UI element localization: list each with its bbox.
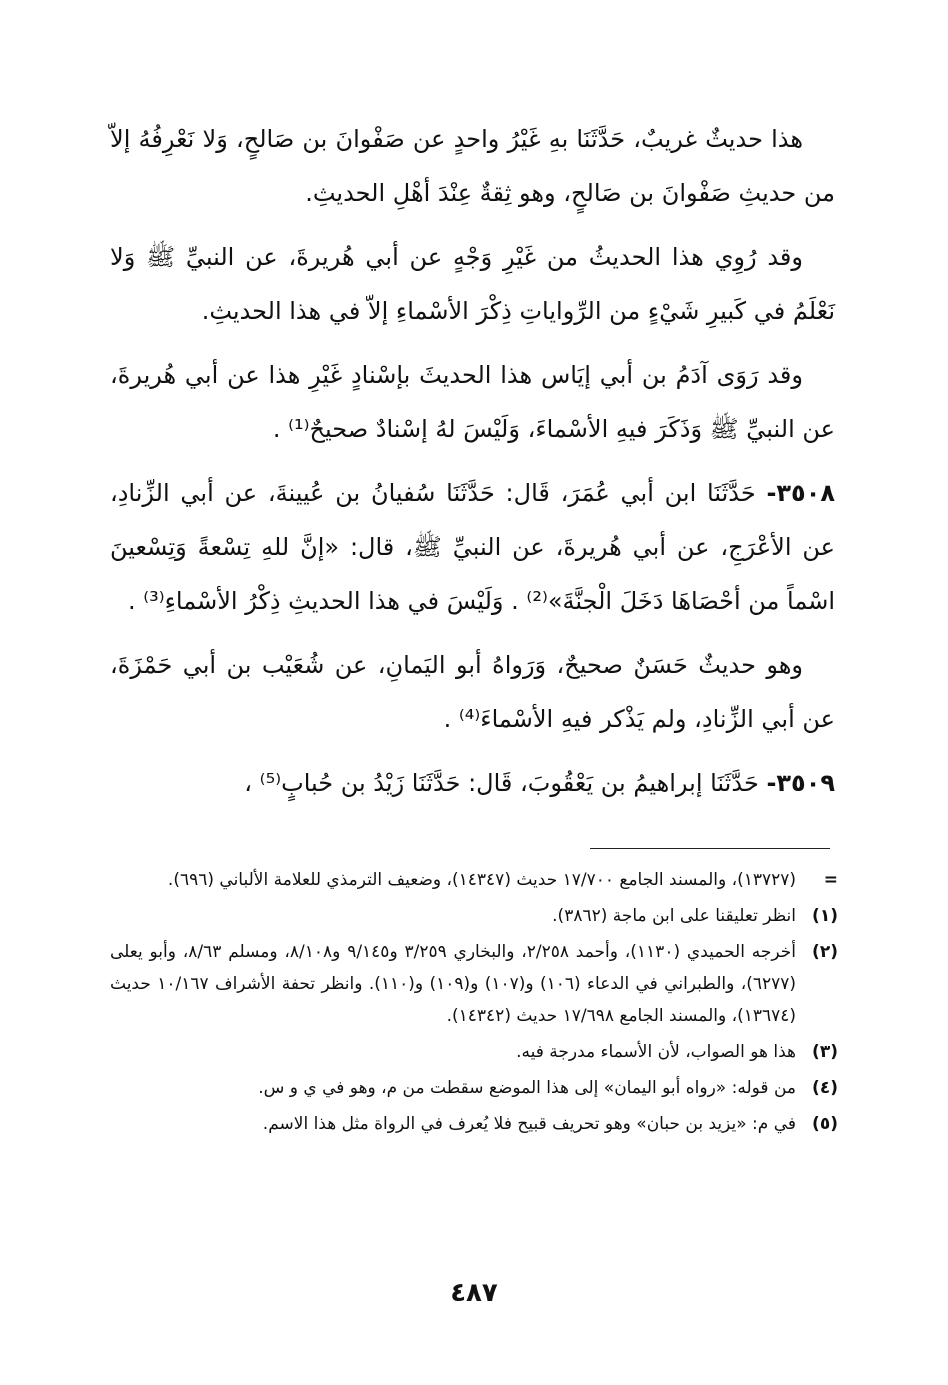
paragraph	[110, 112, 835, 220]
footnotes	[110, 864, 838, 1144]
footnote	[110, 1072, 838, 1104]
footnote-text: من قوله: «رواه أبو اليمان» إلى هذا الموضع سقطت من م، وهو في ي و س.	[258, 1078, 796, 1098]
page-number: ٤٨٧	[450, 1278, 498, 1308]
paragraph-text: حَدَّثَنَا ابن أبي عُمَرَ، قَال: حَدَّثَنَا سُفيانُ بن عُيينةَ، عن أبي الزِّنادِ، عن الأعْرَجِ، عن أبي هُريرةَ، عن النبيِّ ﷺ، قال: «إنَّ للهِ تِسْعةً وَتِسْعينَ اسْماً من أحْصَاهَا دَخَلَ الْجنَّةَ»⁽²⁾ . وَلَيْسَ في هذا الحديثِ ذِكْرُ الأسْماءِ⁽³⁾ .	[110, 479, 835, 615]
footnote-text: انظر تعليقنا على ابن ماجة (٣٨٦٢).	[552, 906, 796, 926]
paragraph	[110, 230, 835, 338]
footnote-marker: (٤)	[812, 1078, 838, 1098]
hadith-number: ٣٥٠٨-	[766, 479, 835, 507]
hadith-paragraph	[110, 466, 835, 628]
footnote-text: أخرجه الحميدي (١١٣٠)، وأحمد ٢/٢٥٨، والبخاري ٣/٢٥٩ و٩/١٤٥ و٨/١٠٨، ومسلم ٨/٦٣، وأبو يعلى (٦٢٧٧)، والطبراني في الدعاء (١٠٦) و(١٠٧) و(١٠٩) و(١١٠). وانظر تحفة الأشراف ١٠/١٦٧ حديث (١٣٦٧٤)، والمسند الجامع ١٧/٦٩٨ حديث (١٤٣٤٢).	[110, 942, 797, 1026]
main-text	[110, 112, 835, 820]
footnote	[110, 936, 838, 1032]
footnote-marker: (٣)	[812, 1042, 838, 1062]
footnote-text: في م: «يزيد بن حبان» وهو تحريف قبيح فلا يُعرف في الرواة مثل هذا الاسم.	[262, 1114, 796, 1134]
footnote	[110, 900, 838, 932]
paragraph-text: وهو حديثٌ حَسَنٌ صحيحٌ، وَرَواهُ أبو اليَمانِ، عن شُعَيْب بن أبي حَمْزَةَ، عن أبي الزِّنادِ، ولم يَذْكر فيهِ الأسْماءَ⁽⁴⁾ .	[110, 651, 835, 733]
paragraph-text: وقد رُوِي هذا الحديثُ من غَيْرِ وَجْهٍ عن أبي هُريرةَ، عن النبيِّ ﷺ وَلا نَعْلَمُ في كَبيرِ شَيْءٍ من الرِّواياتِ ذِكْرَ الأسْماءِ إلاّ في هذا الحديثِ.	[110, 243, 835, 325]
footnote-marker: (١)	[812, 906, 838, 926]
paragraph-text: حَدَّثَنَا إبراهيمُ بن يَعْقُوبَ، قَال: حَدَّثَنَا زَيْدُ بن حُبابٍ⁽⁵⁾ ،	[244, 769, 759, 797]
hadith-paragraph	[110, 756, 835, 810]
footnote	[110, 1036, 838, 1068]
footnote-marker: =	[823, 870, 838, 890]
paragraph	[110, 348, 835, 456]
footnote-text: هذا هو الصواب، لأن الأسماء مدرجة فيه.	[516, 1042, 796, 1062]
footnote-text: (١٣٧٢٧)، والمسند الجامع ١٧/٧٠٠ حديث (١٤٣٤٧)، وضعيف الترمذي للعلامة الألباني (٦٩٦).	[167, 870, 796, 890]
paragraph-text: وقد رَوَى آدَمُ بن أبي إيَاس هذا الحديثَ بإسْنادٍ غَيْرِ هذا عن أبي هُريرةَ، عن النبيِّ ﷺ وَذَكَرَ فيهِ الأسْماءَ، وَلَيْسَ لهُ إسْنادٌ صحيحٌ⁽¹⁾ .	[110, 361, 835, 443]
footnote-marker: (٥)	[812, 1114, 838, 1134]
footnote-marker: (٢)	[812, 942, 838, 962]
paragraph	[110, 638, 835, 746]
footnote	[110, 864, 838, 896]
paragraph-text: هذا حديثٌ غريبٌ، حَدَّثَنَا بهِ غَيْرُ واحدٍ عن صَفْوانَ بن صَالحٍ، وَلا نَعْرِفُهُ إلاّ من حديثِ صَفْوانَ بن صَالحٍ، وهو ثِقةٌ عِنْدَ أهْلِ الحديثِ.	[110, 125, 835, 207]
footnote-divider	[590, 848, 830, 849]
footnote	[110, 1108, 838, 1140]
hadith-number: ٣٥٠٩-	[766, 769, 835, 797]
